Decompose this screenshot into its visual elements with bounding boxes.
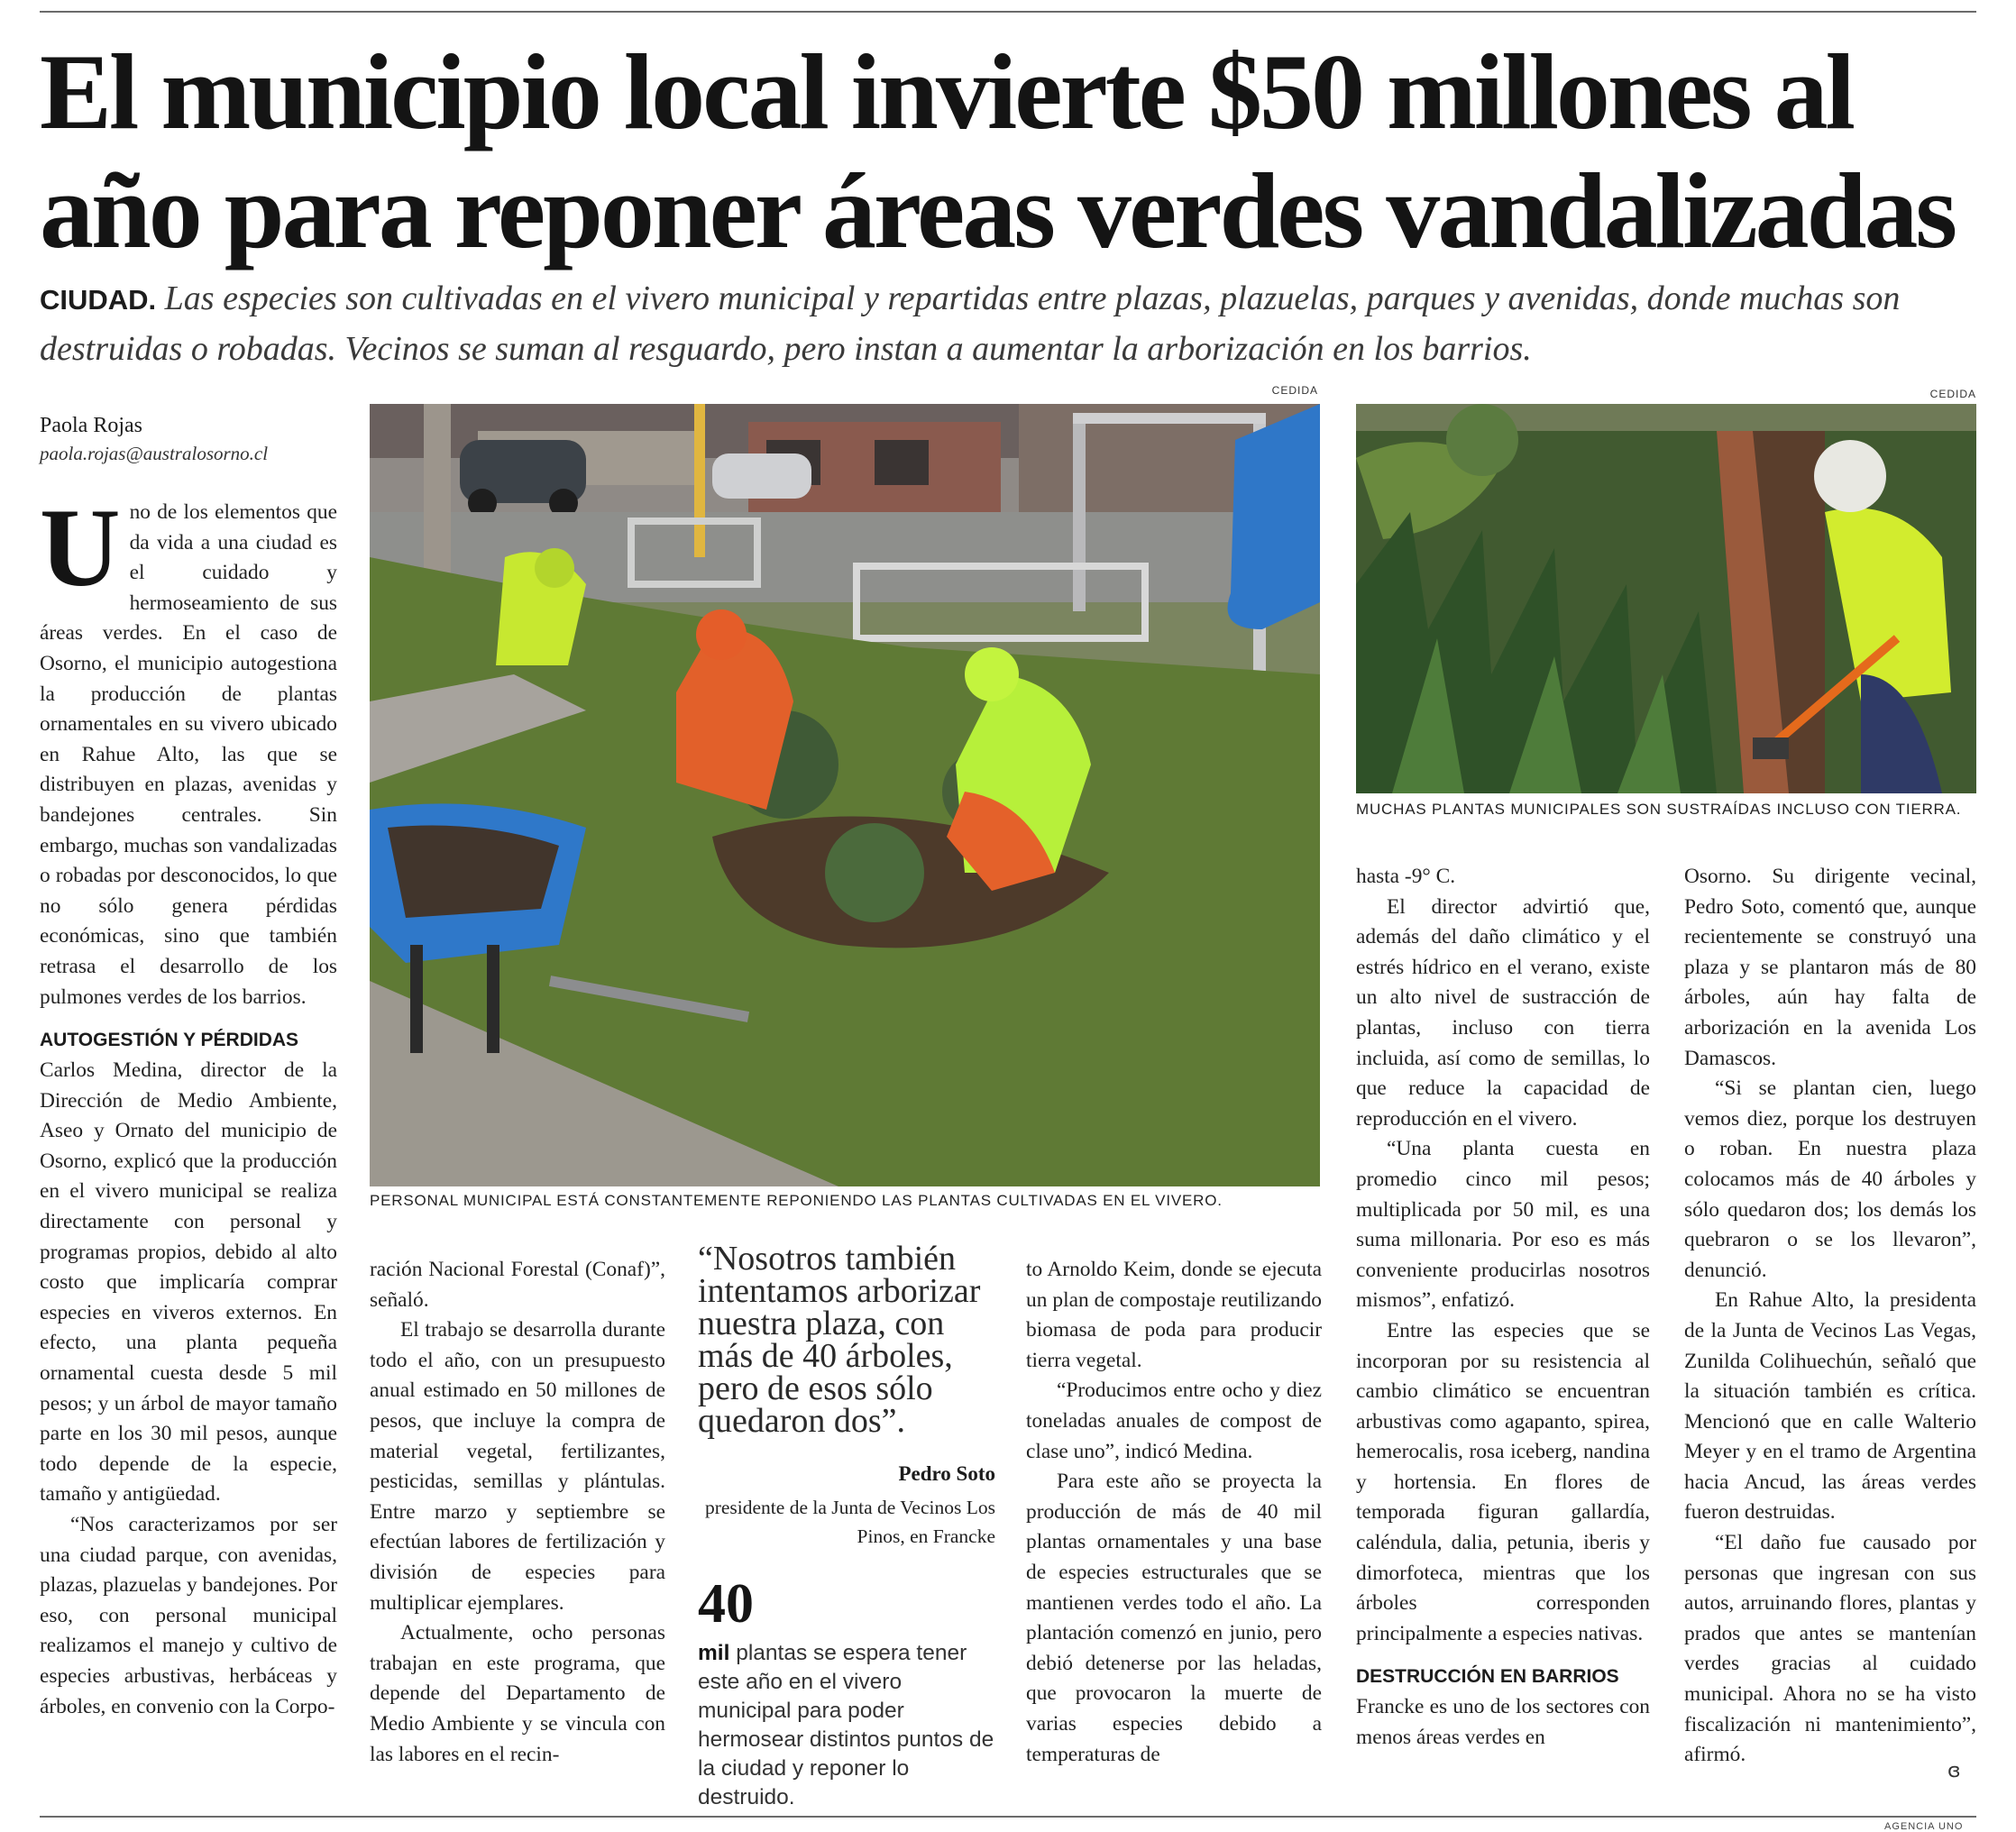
body-paragraph: Para este año se proyecta la producción de más de 40 mil plantas ornamentales y una base de especies estructurales que se mantienen verdes todo el año. La plantación comenzó en junio, pero debió detenerse por las heladas, que provocaron la muerte de varias especies debido a temperaturas de xyxy=(1026,1470,1322,1766)
subhead-autogestion: AUTOGESTIÓN Y PÉRDIDAS xyxy=(40,1030,299,1051)
body-paragraph: “Producimos entre ocho y diez toneladas anuales de compost de clase uno”, indicó Medina. xyxy=(1026,1379,1322,1463)
column-6 xyxy=(1684,862,1976,1771)
drop-cap: U xyxy=(40,486,121,609)
main-photo-illustration xyxy=(370,404,1320,1186)
headline-line-1: El municipio local invierte $50 millones al xyxy=(40,32,1853,151)
body-paragraph: Francke es uno de los sectores con menos áreas verdes en xyxy=(1356,1695,1650,1750)
lede xyxy=(40,274,1976,374)
column-1 xyxy=(40,486,337,1722)
secondary-photo xyxy=(1356,404,1976,793)
body-paragraph: Uno de los elementos que da vida a una ciudad es el cuidado y hermoseamiento de sus áreas verdes. En el caso de Osorno, el municipio autogestiona la producción de plantas ornamentales en su vivero ubicado en Rahue Alto, las que se distribuyen en plazas, avenidas y bandejones centrales. Sin embargo, muchas son vandalizadas o robadas por desconocidos, lo que no sólo genera pérdidas económicas, sino que también retrasa el desarrollo de los pulmones verdes de los barrios. xyxy=(40,486,337,1009)
main-photo-caption: PERSONAL MUNICIPAL ESTÁ CONSTANTEMENTE REPONIENDO LAS PLANTAS CULTIVADAS EN EL VIVERO. xyxy=(370,1192,1223,1209)
body-paragraph: to Arnoldo Keim, donde se ejecuta un plan de compostaje reutilizando biomasa de poda para producir tierra vegetal. xyxy=(1026,1258,1322,1372)
body-paragraph: Osorno. Su dirigente vecinal, Pedro Soto, comentó que, aunque recientemente se construyó una plaza y se plantaron más de 80 árboles, aún hay falta de arborización en la avenida Los Damascos. xyxy=(1684,865,1976,1070)
column-5 xyxy=(1356,862,1650,1754)
big-number-description: plantas se espera tener este año en el vivero municipal para poder hermosear distintos puntos de la ciudad y reponer lo destruido. xyxy=(698,1641,994,1809)
secondary-photo-caption: MUCHAS PLANTAS MUNICIPALES SON SUSTRAÍDAS INCLUSO CON TIERRA. xyxy=(1356,801,1962,818)
byline xyxy=(40,411,337,467)
big-number: 40 xyxy=(698,1573,754,1635)
bottom-rule xyxy=(40,1816,1976,1818)
section-kicker: CIUDAD. xyxy=(40,284,157,316)
body-paragraph: “Nos caracterizamos por ser una ciudad parque, con avenidas, plazas, plazuelas y bandejones. Por eso, con personal municipal realizamos el manejo y cultivo de especies arbustivas, herbáceas y árboles, en convenio con la Corpo- xyxy=(40,1513,337,1718)
column-2 xyxy=(370,1255,665,1770)
body-paragraph: Carlos Medina, director de la Dirección de Medio Ambiente, Aseo y Ornato del municipio de Osorno, explicó que la producción en el vivero municipal se realiza directamente con personal y programas propios, debido al alto costo que implicaría comprar especies en viveros externos. En efecto, una planta pequeña ornamental cuesta desde 5 mil pesos; y un árbol de mayor tamaño parte en los 30 mil pesos, aunque todo depende de la especie, tamaño y antigüedad. xyxy=(40,1058,337,1507)
column-4 xyxy=(1026,1255,1322,1770)
secondary-photo-illustration xyxy=(1356,404,1976,793)
body-paragraph: El director advirtió que, además del daño climático y el estrés hídrico en el verano, existe un alto nivel de sustracción de plantas, incluso con tierra incluida, así como de semillas, lo que reduce la capacidad de reproducción en el vivero. xyxy=(1356,894,1650,1131)
main-photo xyxy=(370,404,1320,1186)
pull-quote-role: presidente de la Junta de Vecinos Los Pinos, en Francke xyxy=(704,1497,995,1547)
subhead-destruccion: DESTRUCCIÓN EN BARRIOS xyxy=(1356,1666,1619,1688)
body-paragraph: Entre las especies que se incorporan por su resistencia al cambio climático se encuentran arbustivas como agapanto, spirea, hemerocalis, rosa iceberg, nandina y hortensia. En flores de temporada figuran gallardía, caléndula, dalia, petunia, iberis y dimorfoteca, mientras que los árboles corresponden principalmente a especies nativas. xyxy=(1356,1318,1650,1645)
body-paragraph: hasta -9° C. xyxy=(1356,865,1456,888)
lede-text: Las especies son cultivadas en el vivero municipal y repartidas entre plazas, plazuelas, parques y avenidas, donde muchas son destruidas o robadas. Vecinos se suman al resguardo, pero instan a aumentar la arborización en los barrios. xyxy=(40,279,1901,368)
footer-credit: AGENCIA UNO xyxy=(1884,1821,1964,1832)
big-number-unit: mil xyxy=(698,1641,730,1665)
body-paragraph: En Rahue Alto, la presidenta de la Junta de Vecinos Las Vegas, Zunilda Colihuechún, señaló que la situación también es crítica. Mencionó que en calle Walterio Meyer y en el tramo de Argentina hacia Ancud, las áreas verdes fueron destruidas. xyxy=(1684,1288,1976,1525)
author-email[interactable]: paola.rojas@australosorno.cl xyxy=(40,443,269,464)
big-number-text xyxy=(698,1639,995,1812)
body-paragraph: “Una planta cuesta en promedio cinco mil pesos; multiplicada por 50 mil, es una suma millonaria. Por eso es más conveniente producirlas nosotros mismos”, enfatizó. xyxy=(1356,1137,1650,1313)
pull-quote: “Nosotros también intentamos arborizar nuestra plaza, con más de 40 árboles, pero de esos sólo quedaron dos”. xyxy=(698,1240,981,1440)
end-mark-icon: ɞ xyxy=(1947,1760,1961,1782)
body-paragraph: “Si se plantan cien, luego vemos diez, porque los destruyen o roban. En nuestra plaza colocamos más de 40 árboles y sólo quedaron dos; los demás los quebraron o se los llevaron”, denunció. xyxy=(1684,1076,1976,1282)
headline xyxy=(40,32,1976,270)
top-rule xyxy=(40,11,1976,13)
author-name: Paola Rojas xyxy=(40,414,142,437)
body-paragraph: Actualmente, ocho personas trabajan en este programa, que depende del Departamento de Medio Ambiente y se vincula con las labores en el recin- xyxy=(370,1621,665,1766)
pull-quote-name: Pedro Soto xyxy=(898,1462,995,1485)
body-paragraph: “El daño fue causado por personas que ingresan con sus autos, arruinando flores, plantas y prados que antes se mantenían verdes gracias al cuidado municipal. Ahora no se ha visto fiscalización ni mantenimiento”, afirmó. xyxy=(1684,1531,1976,1767)
headline-line-2: año para reponer áreas verdes vandalizadas xyxy=(40,151,1956,270)
main-photo-credit: CEDIDA xyxy=(1271,384,1318,397)
body-paragraph: El trabajo se desarrolla durante todo el año, con un presupuesto anual estimado en 50 millones de pesos, que incluye la compra de material vegetal, fertilizantes, pesticidas, semillas y plántulas. Entre marzo y septiembre se efectúan labores de fertilización y división de especies para multiplicar ejemplares. xyxy=(370,1318,665,1615)
secondary-photo-credit: CEDIDA xyxy=(1929,388,1976,400)
body-paragraph: ración Nacional Forestal (Conaf)”, señaló. xyxy=(370,1258,665,1312)
